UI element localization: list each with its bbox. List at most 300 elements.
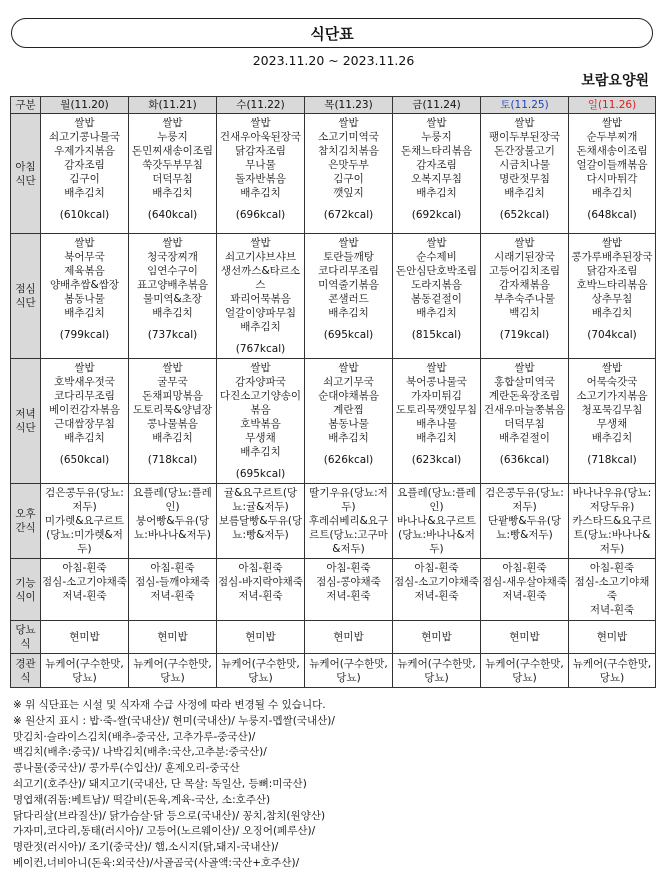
calorie-label: (695kcal): [235, 468, 286, 480]
menu-item: 가자미튀김: [411, 390, 462, 402]
calorie-label: (767kcal): [235, 343, 286, 355]
menu-item: 뉴케어(구수한맛,당뇨): [572, 657, 652, 684]
menu-item: (당뇨:미가렛&저두): [46, 529, 123, 555]
menu-item: 쇠고기무국: [323, 376, 374, 388]
menu-item: 바나나우유(당뇨:저당두유): [572, 487, 652, 513]
menu-item: 아침-흰죽: [150, 562, 195, 574]
menu-item: 호박새우젓국: [54, 376, 115, 388]
menu-item: 저녁-흰죽: [62, 590, 107, 602]
menu-item: 쌀밥: [338, 237, 359, 249]
menu-item: 현미밥: [157, 631, 188, 643]
calorie-label: (704kcal): [587, 329, 637, 341]
menu-item: 돈채느타리볶음: [400, 145, 472, 157]
menu-item: 콩가루배추된장국: [571, 251, 653, 263]
calorie-label: (737kcal): [147, 329, 198, 341]
menu-item: 봄동나물: [328, 418, 369, 430]
day-header: 화(11.21): [129, 97, 217, 114]
menu-item: 요플레(당뇨:플레인): [397, 487, 476, 513]
menu-item: 물미역&초장: [143, 293, 202, 305]
menu-cell: [569, 559, 656, 621]
menu-item: 쌀밥: [426, 362, 447, 374]
menu-cell: [569, 234, 656, 359]
note-line: 닭다리살(브라질산)/ 닭가슴살·닭 등으로(국내산)/ 꽁치,참치(원양산): [13, 809, 326, 822]
menu-item: 배추김치: [328, 307, 369, 319]
menu-item: 깻잎지: [333, 187, 364, 199]
menu-cell: [217, 114, 305, 234]
menu-cell: [569, 654, 656, 688]
menu-item: 청국장찌개: [147, 251, 198, 263]
menu-cell: [129, 654, 217, 688]
menu-item: 시금치나물: [499, 159, 550, 171]
menu-item: 배추김치: [64, 307, 105, 319]
menu-item: 쌀밥: [74, 237, 95, 249]
menu-cell: [129, 621, 217, 654]
menu-item: 검은콩두유(당뇨:저두): [45, 487, 124, 513]
menu-cell: [569, 484, 656, 559]
menu-item: 홍합살미역국: [494, 376, 555, 388]
menu-item: 건새우아욱된장국: [219, 131, 302, 143]
row-label-line: 아침: [15, 160, 36, 173]
menu-item: 배추김치: [152, 187, 193, 199]
menu-item: 뉴케어(구수한맛,당뇨): [397, 657, 476, 684]
menu-cell: [481, 484, 569, 559]
menu-item: 쌀밥: [601, 362, 623, 374]
menu-item: 뉴케어(구수한맛,당뇨): [221, 657, 300, 684]
menu-item: 요플레(당뇨:플레인): [133, 487, 212, 513]
organization-name: 보람요양원: [581, 73, 649, 89]
menu-item: 쌀밥: [74, 362, 95, 374]
menu-item: 건새우마늘쫑볶음: [483, 404, 566, 416]
row-label-line: 경관: [15, 657, 36, 670]
row-label-line: 식이: [15, 590, 36, 603]
dinner-row: [11, 359, 656, 484]
menu-item: 점심-소고기야채죽: [42, 576, 127, 588]
menu-item: 팽이두부된장국: [488, 131, 560, 143]
row-label: [11, 234, 41, 359]
header-row: [11, 97, 656, 114]
menu-item: 붕어빵&두유(당뇨:바나나&저두): [134, 515, 211, 541]
menu-item: 배추김치: [240, 321, 281, 333]
menu-item: 배추김치: [152, 432, 193, 444]
menu-cell: [305, 654, 393, 688]
calorie-label: (650kcal): [59, 454, 110, 466]
menu-item: 쑥갓두부무침: [142, 159, 203, 171]
menu-cell: [481, 359, 569, 484]
menu-item: 돈간장불고기: [494, 145, 555, 157]
menu-item: 감자조림: [416, 159, 457, 171]
row-label-line: 식단: [15, 174, 36, 187]
menu-item: 어묵숙갓국: [586, 376, 638, 388]
page-title: 식단표: [310, 24, 354, 43]
menu-item: 돈안심단호박조림: [395, 265, 478, 277]
menu-item: 점심-소고기야채죽: [394, 576, 479, 588]
menu-item: 고등어김치조림: [488, 265, 560, 277]
row-label: [11, 114, 41, 234]
menu-item: 순대야채볶음: [318, 390, 379, 402]
menu-item: 북어콩나물국: [406, 376, 467, 388]
menu-item: 배추김치: [504, 187, 545, 199]
tube-feeding-row: [11, 654, 656, 688]
menu-item: 감자양파국: [235, 376, 286, 388]
menu-item: 뉴케어(구수한맛,당뇨): [485, 657, 564, 684]
menu-item: 돈채피망볶음: [142, 390, 203, 402]
note-line: 베이컨,너비아니(돈육:외국산)/사골곰국(사골액:국산+호주산)/: [13, 856, 300, 869]
menu-item: 쇠고기콩나물국: [48, 131, 120, 143]
menu-item: 점심-콩야채죽: [316, 576, 381, 588]
note-line: 콩나물(중국산)/ 콩가루(수입산)/ 훈제오리-중국산: [13, 762, 240, 775]
menu-cell: [393, 484, 481, 559]
menu-item: 아침-흰죽: [414, 562, 459, 574]
menu-item: 감자조림: [64, 159, 105, 171]
menu-cell: [481, 654, 569, 688]
menu-item: 소고기미역국: [318, 131, 379, 143]
menu-cell: [481, 559, 569, 621]
menu-item: 순수제비: [416, 251, 457, 263]
menu-item: 표고양배추볶음: [136, 279, 208, 291]
menu-item: 쌀밥: [426, 237, 447, 249]
menu-cell: [41, 359, 129, 484]
menu-item: 얼갈이양파무침: [224, 307, 296, 319]
menu-item: 저녁-흰죽: [414, 590, 459, 602]
menu-item: 명란젓무침: [499, 173, 550, 185]
menu-item: 토란들깨탕: [323, 251, 374, 263]
menu-cell: [217, 621, 305, 654]
menu-cell: [393, 559, 481, 621]
corner-cell: 구분: [11, 97, 41, 114]
menu-item: 점심-새우살야채죽: [482, 576, 567, 588]
menu-item: 현미밥: [596, 631, 628, 643]
menu-item: 점심-바지락야채죽: [218, 576, 303, 588]
menu-cell: [305, 234, 393, 359]
menu-item: 저녁-흰죽: [502, 590, 547, 602]
menu-item: 미가렛&요구르트: [44, 515, 125, 527]
menu-item: 쌀밥: [601, 237, 623, 249]
note-line: 맛김치·슬라이스김치(배추-중국산, 고추가루-중국산)/: [13, 730, 256, 743]
menu-item: 배추김치: [152, 307, 193, 319]
menu-item: 쌀밥: [514, 117, 535, 129]
row-label: [11, 621, 41, 654]
menu-item: 배추겉절이: [499, 432, 550, 444]
menu-item: 계란돈육장조림: [488, 390, 560, 402]
menu-item: 누룽지: [157, 131, 188, 143]
menu-item: 배추김치: [240, 187, 281, 199]
menu-item: 제육볶음: [64, 265, 105, 277]
menu-item: 누룽지: [421, 131, 452, 143]
row-label-line: 기능: [15, 576, 36, 589]
menu-cell: [129, 359, 217, 484]
menu-cell: [41, 234, 129, 359]
calorie-label: (652kcal): [499, 209, 550, 221]
note-line: 백김치(배추:중국)/ 나박김치(배추:국산,고추분:중국산)/: [13, 746, 267, 759]
menu-cell: [393, 234, 481, 359]
menu-item: 소고기가지볶음: [576, 390, 648, 402]
note-line: 쇠고기(호주산)/ 돼지고기(국내산, 단 목살: 독일산, 등뼈:미국산): [13, 777, 307, 790]
menu-item: 딸기우유(당뇨:저두): [309, 487, 388, 513]
menu-cell: [481, 621, 569, 654]
menu-item: 시래기된장국: [494, 251, 555, 263]
menu-item: 현미밥: [245, 631, 276, 643]
day-header-sunday: 일(11.26): [569, 97, 656, 114]
menu-item: 쌀밥: [250, 117, 271, 129]
menu-item: 뉴케어(구수한맛,당뇨): [309, 657, 388, 684]
calorie-label: (815kcal): [411, 329, 462, 341]
menu-item: 저녁-흰죽: [150, 590, 195, 602]
menu-item: 배추김치: [591, 307, 633, 319]
menu-item: 아침-흰죽: [62, 562, 107, 574]
menu-item: 쌀밥: [514, 237, 535, 249]
menu-cell: [129, 114, 217, 234]
menu-item: 계란찜: [333, 404, 364, 416]
calorie-label: (718kcal): [587, 454, 637, 466]
menu-item: 저녁-흰죽: [326, 590, 371, 602]
menu-item: 쌀밥: [162, 237, 183, 249]
row-label: [11, 559, 41, 621]
menu-item: 콘샐러드: [328, 293, 369, 305]
calorie-label: (696kcal): [235, 209, 286, 221]
menu-item: 김구이: [333, 173, 364, 185]
menu-item: 얼갈이들깨볶음: [576, 159, 648, 171]
calorie-label: (636kcal): [499, 454, 550, 466]
menu-cell: [393, 114, 481, 234]
row-label: [11, 359, 41, 484]
notes: [13, 698, 658, 872]
menu-item: 귤&요구르트(당뇨:귤&저두): [223, 487, 298, 513]
calorie-label: (718kcal): [147, 454, 198, 466]
menu-item: 배추김치: [591, 432, 633, 444]
menu-item: 도토리묵&양념장: [132, 404, 213, 416]
menu-item: 쌀밥: [162, 362, 183, 374]
date-range: 2023.11.20 ~ 2023.11.26: [252, 53, 415, 68]
menu-item: 점심-소고기야채죽: [574, 576, 650, 602]
menu-cell: [569, 621, 656, 654]
row-label: [11, 654, 41, 688]
menu-cell: [41, 621, 129, 654]
menu-cell: [217, 484, 305, 559]
menu-item: 김구이: [69, 173, 100, 185]
menu-item: 검은콩두유(당뇨:저두): [485, 487, 564, 513]
menu-item: 쌀밥: [250, 237, 271, 249]
menu-item: 쌀밥: [338, 117, 359, 129]
menu-item: 무나물: [245, 159, 276, 171]
menu-cell: [217, 559, 305, 621]
menu-item: 도라지볶음: [411, 279, 462, 291]
menu-table: [10, 96, 656, 688]
menu-item: 호박느타리볶음: [576, 279, 648, 291]
menu-item: 참치김치볶음: [318, 145, 379, 157]
menu-item: 생선까스&타르소스: [220, 265, 301, 291]
menu-item: 저녁-흰죽: [589, 604, 635, 616]
menu-item: 오복지무침: [411, 173, 462, 185]
menu-item: 배추김치: [64, 187, 105, 199]
menu-cell: [217, 234, 305, 359]
day-header: 수(11.22): [217, 97, 305, 114]
menu-item: 코다리무조림: [318, 265, 379, 277]
menu-item: 배추나물: [416, 418, 457, 430]
calorie-label: (692kcal): [411, 209, 462, 221]
menu-item: 쌀밥: [514, 362, 535, 374]
menu-item: 북어무국: [64, 251, 105, 263]
menu-item: 상추무침: [591, 293, 633, 305]
menu-cell: [305, 559, 393, 621]
menu-cell: [393, 654, 481, 688]
menu-item: 감자채볶음: [499, 279, 550, 291]
menu-item: 돈채새송이조림: [576, 145, 648, 157]
row-label: [11, 484, 41, 559]
menu-item: 돈민찌새송이조림: [131, 145, 214, 157]
menu-cell: [481, 114, 569, 234]
menu-item: 단팥빵&두유(당뇨:빵&저두): [487, 515, 562, 541]
calorie-label: (799kcal): [59, 329, 110, 341]
menu-item: 바나나&요구르트(당뇨:바나나&저두): [396, 515, 477, 555]
menu-item: 베이컨감자볶음: [48, 404, 120, 416]
menu-item: 뉴케어(구수한맛,당뇨): [133, 657, 212, 684]
menu-item: 쌀밥: [338, 362, 359, 374]
row-label-line: 식: [20, 671, 31, 684]
row-label-line: 식단: [15, 422, 36, 434]
menu-item: 봄동나물: [64, 293, 105, 305]
menu-item: 부추숙주나물: [494, 293, 555, 305]
menu-item: 아침-흰죽: [502, 562, 547, 574]
menu-item: 쌀밥: [74, 117, 95, 129]
calorie-label: (623kcal): [411, 454, 462, 466]
note-line: 명란젓(러시아)/ 조기(중국산)/ 햄,소시지(닭,돼지-국내산)/: [13, 841, 279, 854]
menu-cell: [393, 621, 481, 654]
menu-item: 쌀밥: [162, 117, 183, 129]
menu-item: 쌀밥: [426, 117, 447, 129]
menu-cell: [305, 114, 393, 234]
menu-cell: [129, 484, 217, 559]
menu-item: 은맛두부: [328, 159, 369, 171]
menu-cell: [41, 654, 129, 688]
menu-cell: [217, 359, 305, 484]
lunch-row: [11, 234, 656, 359]
row-label-line: 당뇨: [15, 624, 36, 636]
menu-item: 굴무국: [157, 376, 188, 388]
menu-item: 쌀밥: [601, 117, 623, 129]
menu-item: 점심-들깨야채죽: [135, 576, 210, 588]
row-label-line: 오후: [15, 508, 36, 520]
note-line: ※ 원산지 표시 : 밥·죽-쌀(국내산)/ 현미(국내산)/ 누룽지-멥쌀(국내산)/: [13, 714, 335, 727]
menu-item: 현미밥: [69, 631, 100, 643]
row-label-line: 저녁: [15, 408, 36, 420]
menu-cell: [305, 484, 393, 559]
menu-item: 백김치: [509, 307, 540, 319]
menu-item: 배추김치: [64, 432, 105, 444]
menu-item: 카스타드&요구르트(당뇨:바나나&저두): [572, 515, 652, 555]
day-header: 월(11.20): [41, 97, 129, 114]
menu-item: 코다리무조림: [54, 390, 115, 402]
menu-cell: [217, 654, 305, 688]
menu-item: 저녁-흰죽: [238, 590, 283, 602]
note-line: 가자미,코다리,동태(러시아)/ 고등어(노르웨이산)/ 오징어(페루산)/: [13, 825, 316, 838]
snack-row: [11, 484, 656, 559]
calorie-label: (695kcal): [323, 329, 374, 341]
day-header: 금(11.24): [393, 97, 481, 114]
menu-item: 쌀밥: [250, 362, 271, 374]
menu-item: 쇠고기샤브샤브: [224, 251, 296, 263]
menu-item: 배추김치: [328, 432, 369, 444]
menu-item: 배추김치: [240, 446, 281, 458]
menu-cell: [569, 359, 656, 484]
menu-item: 콩나물볶음: [147, 418, 198, 430]
menu-item: 뉴케어(구수한맛,당뇨): [45, 657, 124, 684]
menu-item: 닭감자조림: [235, 145, 286, 157]
menu-item: 아침-흰죽: [238, 562, 283, 574]
menu-item: 더덕무침: [504, 418, 545, 430]
menu-item: 보름달빵&두유(당뇨:빵&저두): [218, 515, 303, 541]
menu-item: 돌자반볶음: [235, 173, 286, 185]
calorie-label: (640kcal): [147, 209, 198, 221]
menu-item: 도토리묵깻잎무침: [395, 404, 478, 416]
menu-item: 배추김치: [416, 187, 457, 199]
menu-item: 미역줄기볶음: [318, 279, 379, 291]
menu-item: 무생채: [245, 432, 276, 444]
diabetic-diet-row: [11, 621, 656, 654]
menu-item: 우제가지볶음: [54, 145, 115, 157]
menu-cell: [41, 114, 129, 234]
calorie-label: (672kcal): [323, 209, 374, 221]
menu-item: 아침-흰죽: [589, 562, 635, 574]
menu-item: 현미밥: [509, 631, 540, 643]
day-header-saturday: 토(11.25): [481, 97, 569, 114]
menu-item: 호박볶음: [240, 418, 281, 430]
menu-item: 다시마튀각: [586, 173, 638, 185]
menu-cell: [129, 234, 217, 359]
menu-cell: [481, 234, 569, 359]
menu-cell: [393, 359, 481, 484]
menu-item: 현미밥: [421, 631, 452, 643]
menu-cell: [569, 114, 656, 234]
row-label-line: 간식: [15, 522, 36, 534]
menu-cell: [41, 559, 129, 621]
menu-cell: [305, 359, 393, 484]
title-box: [11, 18, 653, 48]
row-label-line: 식단: [15, 297, 36, 309]
menu-cell: [129, 559, 217, 621]
menu-item: 순두부찌개: [586, 131, 638, 143]
menu-item: 임연수구이: [147, 265, 198, 277]
breakfast-row: [11, 114, 656, 234]
menu-cell: [305, 621, 393, 654]
menu-cell: [41, 484, 129, 559]
calorie-label: (719kcal): [499, 329, 550, 341]
menu-item: 근대쌈장무침: [54, 418, 115, 430]
menu-item: 다진소고기양송이볶음: [219, 390, 302, 416]
menu-item: 닭감자조림: [586, 265, 638, 277]
menu-item: 양배추쌈&쌈장: [49, 279, 120, 291]
menu-item: 꽈리어묵볶음: [230, 293, 291, 305]
functional-diet-row: [11, 559, 656, 621]
menu-item: 봄동겉절이: [411, 293, 462, 305]
menu-item: 배추김치: [416, 432, 457, 444]
menu-item: 무생채: [596, 418, 628, 430]
menu-item: 아침-흰죽: [326, 562, 371, 574]
menu-item: 후레쉬베리&요구르트(당뇨:고구마&저두): [308, 515, 389, 555]
calorie-label: (610kcal): [59, 209, 110, 221]
menu-item: 더덕무침: [152, 173, 193, 185]
menu-item: 현미밥: [333, 631, 364, 643]
calorie-label: (648kcal): [587, 209, 637, 221]
row-label-line: 식: [20, 638, 31, 650]
day-header: 목(11.23): [305, 97, 393, 114]
menu-item: 청포묵김무침: [581, 404, 643, 416]
note-line: ※ 위 식단표는 시설 및 식자재 수급 사정에 따라 변경될 수 있습니다.: [13, 699, 326, 711]
menu-item: 배추김치: [416, 307, 457, 319]
row-label-line: 점심: [15, 283, 36, 295]
calorie-label: (626kcal): [323, 454, 374, 466]
menu-item: 배추김치: [591, 187, 633, 199]
note-line: 명엽채(쥐돔:베트남)/ 떡갈비(돈육,계육-국산, 소:호주산): [13, 793, 271, 806]
